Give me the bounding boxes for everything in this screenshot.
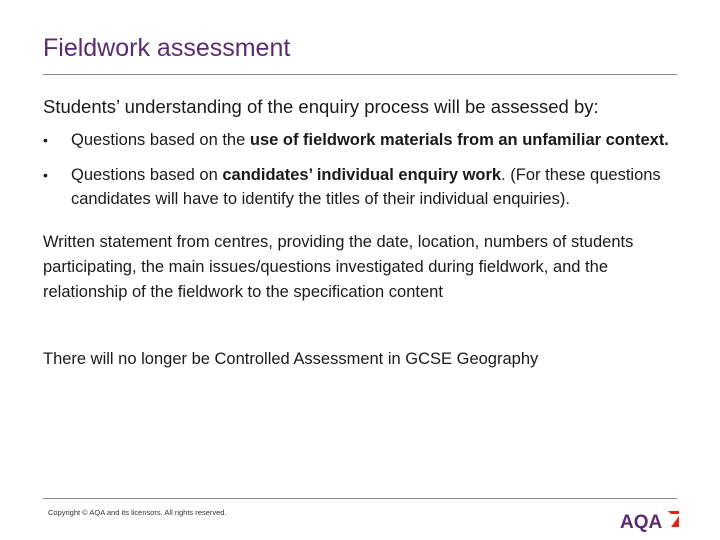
statement-paragraph: Written statement from centres, providing the date, location, numbers of students participating, the main issues/questions investigated during fieldwork, and the relationship of the fieldwork to the specification content bbox=[43, 232, 634, 301]
footer-divider bbox=[43, 498, 677, 499]
intro-text: Students’ understanding of the enquiry process will be assessed by: bbox=[43, 96, 599, 117]
bullet-text-after: . (For these questions candidates will have to identify the titles of their individual enquiries). bbox=[71, 165, 661, 208]
copyright-text: Copyright © AQA and its licensors. All rights reserved. bbox=[48, 508, 227, 517]
logo-accent-top bbox=[668, 511, 679, 514]
page-title: Fieldwork assessment bbox=[43, 34, 291, 62]
bullet-text: Questions based on bbox=[71, 165, 223, 184]
bullet-emphasis: candidates’ individual enquiry work bbox=[222, 165, 502, 184]
bullet-list bbox=[43, 128, 677, 212]
title-divider bbox=[43, 74, 677, 75]
bullet-dot-icon: • bbox=[43, 166, 48, 183]
bullet-emphasis: use of fieldwork materials from an unfamiliar context. bbox=[249, 131, 669, 149]
aqa-logo-icon bbox=[620, 508, 682, 532]
logo-accent-bottom bbox=[671, 516, 679, 527]
bullet-item bbox=[43, 128, 677, 153]
controlled-assessment-paragraph: There will no longer be Controlled Assessment in GCSE Geography bbox=[43, 349, 539, 368]
logo-lettering: AQA bbox=[620, 512, 663, 532]
bullet-text: Questions based on the bbox=[71, 131, 250, 149]
slide-body bbox=[43, 95, 677, 372]
bullet-item bbox=[43, 163, 677, 212]
bullet-dot-icon: • bbox=[43, 132, 48, 148]
